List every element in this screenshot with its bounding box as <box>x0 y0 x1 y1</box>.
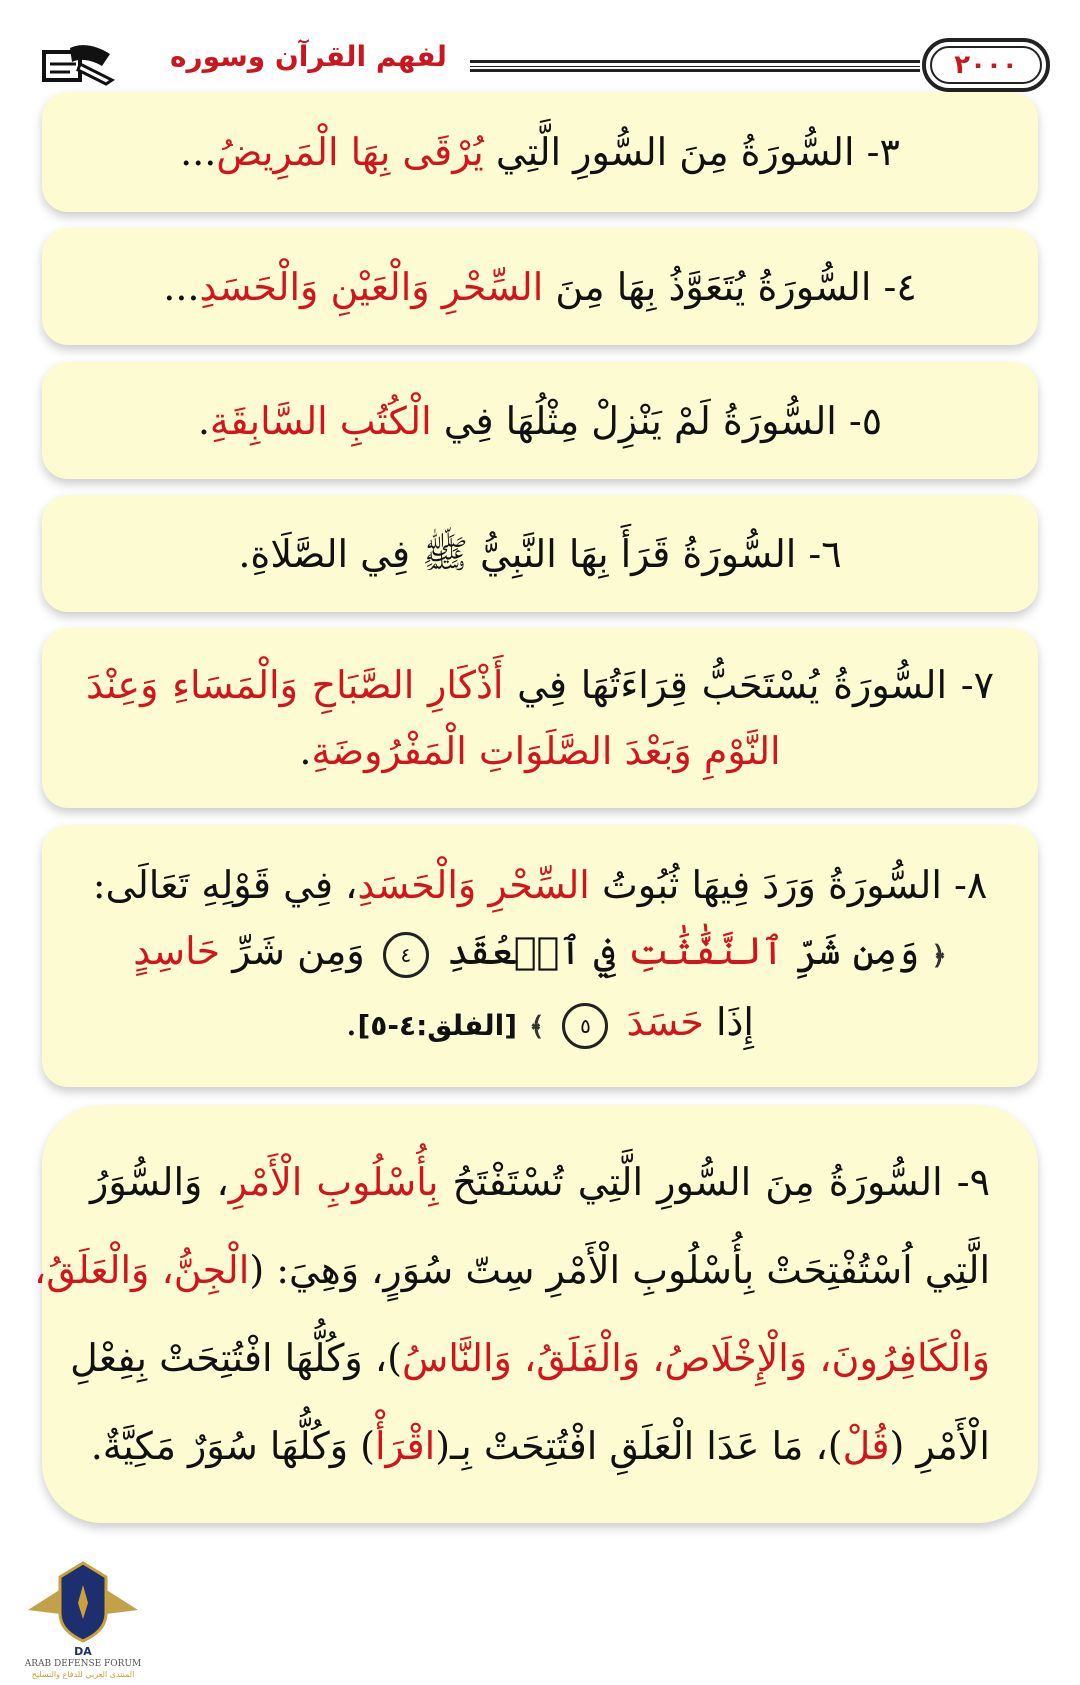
text-segment: ٦- السُّورَةُ قَرَأَ بِهَا النَّبِيُّ ﷺ فِي الصَّلَاةِ. <box>238 531 842 576</box>
text-segment: )، وَكُلُّهَا افْتُتِحَتْ بِفِعْلِ <box>70 1336 402 1380</box>
highlight-segment: السِّحْرِ وَالْحَسَدِ <box>357 863 590 907</box>
card-7-line-2 <box>86 718 994 784</box>
text-segment: ٣- السُّورَةُ مِنَ السُّورِ الَّتِي <box>483 130 900 174</box>
verse-highlight: ٱلنَّفَّٰثَٰتِ <box>628 929 784 973</box>
ayah-number-marker: ٥ <box>562 1003 608 1049</box>
card-9-line-2 <box>34 1226 990 1314</box>
text-segment: الَّتِي اُسْتُفْتِحَتْ بِأُسْلُوبِ الْأَمْرِ سِتّ سُوَرٍ، وَهِيَ: ( <box>249 1248 990 1292</box>
card-item-5 <box>42 362 1038 479</box>
card-9-line-3 <box>70 1314 990 1402</box>
highlight-segment: وَالْكَافِرُونَ، وَالْإِخْلَاصُ، وَالْفَلَقُ، وَالنَّاسُ <box>401 1336 990 1380</box>
card-item-9 <box>34 1105 1038 1523</box>
text-segment: )، مَا عَدَا الْعَلَقِ افْتُتِحَتْ بِـ( <box>435 1424 843 1468</box>
card-7-line-1 <box>86 652 994 718</box>
card-4-line <box>86 254 994 320</box>
highlight-segment: النَّوْمِ وَبَعْدَ الصَّلَوَاتِ الْمَفْرُوضَةِ <box>311 729 781 773</box>
card-item-6 <box>42 495 1038 612</box>
verse-highlight: حَسَدَ <box>626 1000 704 1044</box>
verse-segment: وَمِن شَرِّ <box>220 929 365 973</box>
book-title: لفهم القرآن وسوره <box>170 40 447 73</box>
text-segment: الْأَمْرِ ( <box>889 1424 990 1468</box>
verse-segment: فِي ٱلۡعُقَدِ <box>446 929 629 973</box>
card-item-8 <box>42 825 1038 1087</box>
page-number: ٢٠٠٠ <box>922 38 1050 92</box>
text-segment: ٤- السُّورَةُ يُتَعَوَّذُ بِهَا مِنَ <box>543 264 917 309</box>
card-8-verse-end <box>86 989 994 1060</box>
card-8-line-1 <box>86 852 994 918</box>
text-segment: ٧- السُّورَةُ يُسْتَحَبُّ قِرَاءَتُهَا فِي <box>503 663 994 707</box>
highlight-segment: قُلْ <box>842 1424 890 1468</box>
arab-defense-forum-logo <box>8 1555 158 1680</box>
text-segment: . <box>299 729 312 773</box>
text-segment: ٩- السُّورَةُ مِنَ السُّورِ الَّتِي تُسْتَفْتَحُ <box>438 1160 991 1204</box>
verse-close-bracket: ﴾ <box>529 1012 545 1042</box>
card-3-line <box>86 119 994 185</box>
text-segment: . <box>345 1000 358 1044</box>
text-segment: ٥- السُّورَةُ لَمْ يَنْزِلْ مِثْلُهَا فِي <box>431 398 883 443</box>
verse-segment: إِذَا <box>703 1000 754 1044</box>
text-segment: ، وَالسُّوَرُ <box>90 1160 229 1204</box>
svg-text:DA: DA <box>74 1645 92 1658</box>
highlight-segment: بِأُسْلُوبِ الْأَمْرِ <box>228 1160 439 1204</box>
svg-text:ARAB DEFENSE FORUM: ARAB DEFENSE FORUM <box>24 1659 142 1669</box>
verse-segment: وَمِن شَرِّ <box>783 929 920 973</box>
text-segment: . <box>197 398 210 443</box>
card-8-verse-line <box>86 918 994 989</box>
card-5-line <box>86 388 994 454</box>
highlight-segment: اقْرَأْ <box>374 1424 436 1468</box>
hand-writing-icon <box>40 40 115 88</box>
highlight-segment: الْجِنُّ، وَالْعَلَقُ، <box>34 1248 250 1292</box>
card-item-7 <box>42 628 1038 808</box>
text-segment: ، فِي قَوْلِهِ تَعَالَى: <box>92 863 358 907</box>
page-header <box>0 30 1080 100</box>
text-segment: ... <box>180 130 217 174</box>
verse-reference: [الفلق:٤-٥] <box>357 1009 518 1042</box>
verse-highlight: حَاسِدٍ <box>133 929 221 973</box>
card-item-4 <box>42 228 1038 345</box>
card-9-line-4 <box>90 1402 990 1490</box>
verse-open-bracket: ﴿ <box>931 941 947 971</box>
card-9-line-1 <box>90 1138 990 1226</box>
highlight-segment: يُرْقَى بِهَا الْمَرِيضُ <box>216 130 484 174</box>
card-6-line <box>86 521 994 587</box>
text-segment: ) وَكُلُّهَا سُوَرٌ مَكِيَّةٌ. <box>90 1424 375 1468</box>
highlight-segment: أَذْكَارِ الصَّبَاحِ وَالْمَسَاءِ وَعِنْدَ <box>86 663 504 707</box>
svg-text:المنتدى العربي للدفاع والتسليح: المنتدى العربي للدفاع والتسليح <box>31 1670 135 1679</box>
text-segment: ... <box>163 264 200 309</box>
card-item-3 <box>42 92 1038 212</box>
text-segment: ٨- السُّورَةُ وَرَدَ فِيهَا ثُبُوتُ <box>589 863 988 907</box>
header-rule <box>470 60 920 72</box>
highlight-segment: السِّحْرِ وَالْعَيْنِ وَالْحَسَدِ <box>199 264 544 309</box>
ayah-number-marker: ٤ <box>383 932 429 978</box>
highlight-segment: الْكُتُبِ السَّابِقَةِ <box>209 398 432 443</box>
